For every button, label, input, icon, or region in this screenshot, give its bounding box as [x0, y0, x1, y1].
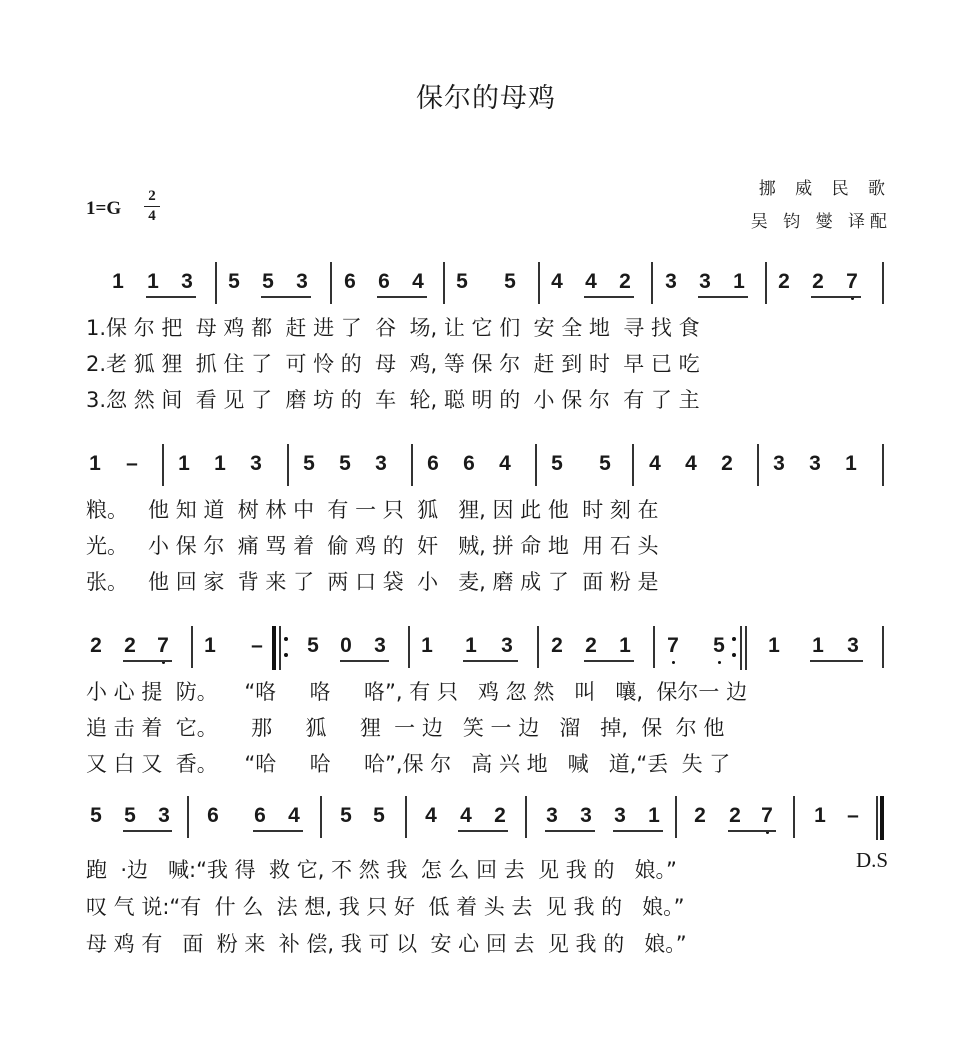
bar-line	[882, 262, 884, 304]
note: 5	[709, 634, 729, 658]
note: 1	[204, 634, 216, 657]
note: 1	[147, 270, 159, 293]
bar-line	[187, 796, 189, 838]
fraction-line	[144, 206, 160, 207]
note: 1	[89, 452, 101, 475]
bar-line	[882, 626, 884, 668]
final-bar-thin	[876, 796, 878, 840]
bar-line	[765, 262, 767, 304]
eighth-note-underline	[698, 296, 748, 298]
note: 1	[465, 634, 477, 657]
lyric-verse-2: 光。 小 保 尔 痛 骂 着 偷 鸡 的 奸 贼, 拼 命 地 用 石 头	[86, 534, 659, 558]
lyric-verse-2: 追 击 着 它。 那 狐 狸 一 边 笑 一 边 溜 掉, 保 尔 他	[86, 716, 725, 740]
eighth-note-underline	[584, 296, 634, 298]
bar-line	[215, 262, 217, 304]
note: 5	[551, 452, 563, 475]
note: 5	[124, 804, 136, 827]
note: 3	[375, 452, 387, 475]
note: 5	[340, 804, 352, 827]
note: 4	[551, 270, 563, 293]
bar-line	[537, 626, 539, 668]
note: 5	[339, 452, 351, 475]
note: 4	[685, 452, 697, 475]
time-signature-bottom: 4	[148, 208, 156, 224]
bar-line	[287, 444, 289, 486]
dal-segno-marking: D.S	[856, 848, 889, 872]
lyric-verse-1: 跑 ·边 喊:“我 得 救 它, 不 然 我 怎 么 回 去 见 我 的 娘。”	[86, 858, 677, 882]
bar-line	[405, 796, 407, 838]
eighth-note-underline	[377, 296, 427, 298]
note: 5	[262, 270, 274, 293]
note: 2	[585, 634, 597, 657]
note: 2	[619, 270, 631, 293]
note: 2	[694, 804, 706, 827]
bar-line	[538, 262, 540, 304]
eighth-note-underline	[811, 296, 861, 298]
note: 3	[181, 270, 193, 293]
note: 7	[663, 634, 683, 658]
note: 5	[228, 270, 240, 293]
note: 4	[499, 452, 511, 475]
low-octave-dot	[672, 661, 675, 664]
repeat-end-thin-bar	[740, 626, 742, 670]
eighth-note-underline	[123, 830, 172, 832]
lyric-verse-1: 粮。 他 知 道 树 林 中 有 一 只 狐 狸, 因 此 他 时 刻 在	[86, 498, 659, 522]
eighth-note-underline	[261, 296, 311, 298]
note: 0	[340, 634, 352, 657]
note: 3	[296, 270, 308, 293]
note: 5	[303, 452, 315, 475]
song-title: 保尔的母鸡	[416, 83, 556, 114]
note: 6	[378, 270, 390, 293]
note: 1	[421, 634, 433, 657]
lyric-verse-2: 2.老 狐 狸 抓 住 了 可 怜 的 母 鸡, 等 保 尔 赶 到 时 早 已 吃	[86, 352, 700, 376]
note: –	[847, 804, 859, 827]
lyric-verse-3: 又 白 又 香。 “哈 哈 哈”,保 尔 高 兴 地 喊 道,“丢 失 了	[86, 752, 731, 776]
note: 3	[699, 270, 711, 293]
bar-line	[525, 796, 527, 838]
note: –	[251, 634, 263, 657]
note: –	[126, 452, 138, 475]
note: 4	[585, 270, 597, 293]
eighth-note-underline	[545, 830, 595, 832]
note: 3	[773, 452, 785, 475]
repeat-start-thick-bar	[272, 626, 276, 670]
bar-line	[793, 796, 795, 838]
eighth-note-underline	[458, 830, 508, 832]
bar-line	[162, 444, 164, 486]
note: 5	[373, 804, 385, 827]
low-octave-dot	[718, 661, 721, 664]
note: 3	[250, 452, 262, 475]
note: 2	[778, 270, 790, 293]
note: 6	[254, 804, 266, 827]
final-bar-thick	[880, 796, 884, 840]
repeat-start-thin-bar	[279, 626, 281, 670]
note: 2	[124, 634, 136, 657]
eighth-note-underline	[463, 660, 518, 662]
bar-line	[330, 262, 332, 304]
time-signature	[144, 188, 160, 225]
eighth-note-underline	[728, 830, 776, 832]
bar-line	[408, 626, 410, 668]
note: 4	[288, 804, 300, 827]
lyric-verse-3: 张。 他 回 家 背 来 了 两 口 袋 小 麦, 磨 成 了 面 粉 是	[86, 570, 659, 594]
note: 2	[812, 270, 824, 293]
repeat-dot	[732, 637, 736, 641]
eighth-note-underline	[123, 660, 172, 662]
key-signature: 1=G	[86, 198, 122, 219]
eighth-note-underline	[146, 296, 196, 298]
note: 7	[757, 804, 777, 828]
repeat-dot	[284, 653, 288, 657]
arranger-credit: 吴 钧 燮 译配	[750, 212, 892, 232]
note: 2	[551, 634, 563, 657]
repeat-end-thin-bar	[745, 626, 747, 670]
note: 3	[614, 804, 626, 827]
lyric-verse-1: 小 心 提 防。 “咯 咯 咯”, 有 只 鸡 忽 然 叫 嚷, 保尔一 边	[86, 680, 748, 704]
time-signature-top: 2	[148, 188, 156, 204]
note: 2	[90, 634, 102, 657]
note: 3	[501, 634, 513, 657]
note: 4	[412, 270, 424, 293]
note: 4	[649, 452, 661, 475]
note: 3	[665, 270, 677, 293]
note: 1	[768, 634, 780, 657]
bar-line	[320, 796, 322, 838]
note: 5	[90, 804, 102, 827]
eighth-note-underline	[810, 660, 863, 662]
note: 3	[374, 634, 386, 657]
bar-line	[443, 262, 445, 304]
note: 1	[214, 452, 226, 475]
note: 1	[733, 270, 745, 293]
eighth-note-underline	[584, 660, 634, 662]
lyric-verse-3: 3.忽 然 间 看 见 了 磨 坊 的 车 轮, 聪 明 的 小 保 尔 有 了 主	[86, 388, 700, 412]
repeat-dot	[732, 653, 736, 657]
bar-line	[651, 262, 653, 304]
note: 1	[845, 452, 857, 475]
note: 4	[425, 804, 437, 827]
bar-line	[411, 444, 413, 486]
eighth-note-underline	[253, 830, 303, 832]
bar-line	[191, 626, 193, 668]
lyric-verse-3: 母 鸡 有 面 粉 来 补 偿, 我 可 以 安 心 回 去 见 我 的 娘。”	[86, 932, 687, 956]
note: 5	[504, 270, 516, 293]
note: 1	[814, 804, 826, 827]
note: 3	[809, 452, 821, 475]
eighth-note-underline	[340, 660, 389, 662]
note: 5	[599, 452, 611, 475]
note: 1	[112, 270, 124, 293]
note: 7	[153, 634, 173, 658]
note: 6	[207, 804, 219, 827]
lyric-verse-2: 叹 气 说:“有 什 么 法 想, 我 只 好 低 着 头 去 见 我 的 娘。”	[86, 895, 685, 919]
note: 2	[721, 452, 733, 475]
bar-line	[653, 626, 655, 668]
note: 3	[847, 634, 859, 657]
note: 1	[648, 804, 660, 827]
note: 3	[546, 804, 558, 827]
note: 2	[729, 804, 741, 827]
note: 6	[344, 270, 356, 293]
note: 7	[842, 270, 862, 294]
bar-line	[535, 444, 537, 486]
note: 6	[427, 452, 439, 475]
note: 1	[619, 634, 631, 657]
bar-line	[675, 796, 677, 838]
note: 3	[580, 804, 592, 827]
lyric-verse-1: 1.保 尔 把 母 鸡 都 赶 进 了 谷 场, 让 它 们 安 全 地 寻 找 食	[86, 316, 700, 340]
bar-line	[882, 444, 884, 486]
note: 5	[307, 634, 319, 657]
note: 5	[456, 270, 468, 293]
note: 4	[460, 804, 472, 827]
note: 2	[494, 804, 506, 827]
note: 1	[812, 634, 824, 657]
note: 6	[463, 452, 475, 475]
eighth-note-underline	[613, 830, 663, 832]
note: 1	[178, 452, 190, 475]
origin-credit: 挪 威 民 歌	[758, 179, 892, 199]
bar-line	[632, 444, 634, 486]
bar-line	[757, 444, 759, 486]
repeat-dot	[284, 637, 288, 641]
note: 3	[158, 804, 170, 827]
